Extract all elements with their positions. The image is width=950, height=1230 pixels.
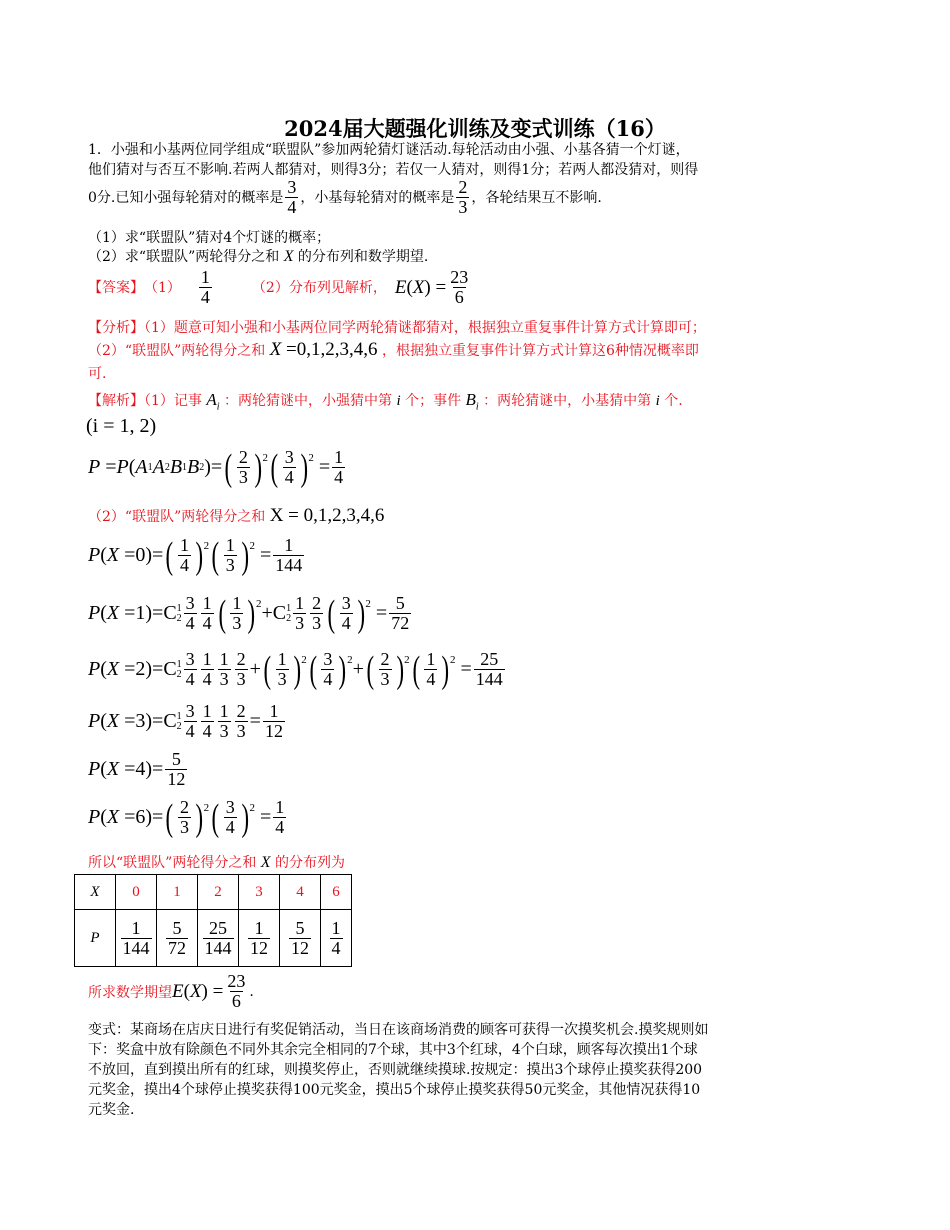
- distribution-table-wrap: [74, 874, 352, 967]
- table-p-4: $\frac{5}{12}$: [291, 917, 309, 958]
- analysis-tag: 【分析】: [88, 320, 144, 336]
- question-2a: （2）求“联盟队”两轮得分之和: [88, 249, 280, 265]
- variant-line-4: 元奖金，摸出4个球停止摸奖获得100元奖金，摸出5个球停止摸奖获得50元奖金，其他情况获得10: [88, 1082, 701, 1098]
- eq-p-x6: P ( X =6)= ( $\frac{2}{3}$ ) 2 ( $\frac{3}{4}$ ) 2 = $\frac{1}{4}$: [88, 796, 285, 839]
- table-x-6: 6: [321, 875, 352, 910]
- problem-line-1: 1．小强和小基两位同学组成“联盟队”参加两轮猜灯谜活动.每轮活动由小强、小基各猜一个灯谜，: [88, 142, 690, 158]
- expectation-text: 所求数学期望: [88, 984, 172, 1001]
- prob-fraction-3-4: $\frac{3}{4}$: [287, 177, 297, 217]
- solution-1e: 个.: [664, 393, 683, 409]
- eq-p-x0: P ( X =0)= ( $\frac{1}{4}$ ) 2 ( $\frac{1}{3}$ ) 2 = $\frac{1}{144}$: [88, 534, 303, 577]
- solution-part-2: [88, 506, 384, 527]
- variant-line-1: 变式：某商场在店庆日进行有奖促销活动，当日在该商场消费的顾客可获得一次摸奖机会.摸奖规则如: [88, 1022, 709, 1038]
- page-title: 2024届大题强化训练及变式训练（16）: [284, 116, 666, 141]
- table-x-4: 4: [280, 875, 321, 910]
- expectation-fraction: $\frac{23}{6}$: [227, 971, 246, 1011]
- analysis-line-2a: （2）“联盟队”两轮得分之和: [88, 343, 266, 359]
- answer-tag: 【答案】: [88, 279, 144, 296]
- solution-part-2-text: （2）“联盟队”两轮得分之和: [88, 509, 266, 525]
- table-x-label: X: [90, 883, 100, 900]
- problem-line-3b: ，小基每轮猜对的概率是: [300, 189, 455, 206]
- answer-line: 【答案】 （1） $\frac{1}{4}$ （2）分布列见解析， E(X) = $\frac{23}{6}$: [88, 267, 469, 307]
- answer-part-2: （2）分布列见解析，: [251, 279, 387, 296]
- table-p-3: $\frac{1}{12}$: [250, 917, 268, 958]
- solution-x-values: X = 0,1,2,3,4,6: [269, 505, 385, 526]
- dist-intro-a: 所以“联盟队”两轮得分之和: [88, 855, 257, 871]
- analysis-line-1: [88, 318, 706, 338]
- question-2: （2）求“联盟队”两轮得分之和 X 的分布列和数学期望.: [88, 248, 429, 265]
- answer-fraction: $\frac{1}{4}$: [200, 267, 210, 307]
- problem-line-3a: 0分.已知小强每轮猜对的概率是: [88, 189, 284, 206]
- table-p-0: $\frac{1}{144}$: [122, 917, 150, 958]
- distribution-table: [74, 874, 352, 967]
- table-x-0: 0: [116, 875, 157, 910]
- table-p-6: $\frac{1}{4}$: [331, 917, 341, 958]
- analysis-line-2b: ，根据独立重复事件计算方式计算这6种情况概率即: [381, 343, 699, 359]
- eq-p-x4: P ( X =4)= $\frac{5}{12}$: [88, 749, 186, 789]
- solution-line-1: 【解析】（1）记事 $A_i$ ：两轮猜谜中，小强猜中第 i 个；事件 $B_i$ ：两轮猜谜中，小基猜中第 i 个.: [88, 390, 683, 413]
- expectation-line: 所求数学期望 E(X) = $\frac{23}{6}$ .: [88, 971, 254, 1011]
- variant-line-2: 下：奖盒中放有除颜色不同外其余完全相同的7个球，其中3个红球，4个白球，顾客每次摸出1个球: [88, 1042, 698, 1058]
- table-p-label: P: [90, 929, 100, 946]
- solution-tag: 【解析】: [88, 393, 144, 409]
- eq-p-x2: P ( X =2)=C 1 2 $\frac{3}{4}$ $\frac{1}{4}$ $\frac{1}{3}$ $\frac{2}{3}$ + ( $\frac{1}{3}$ ) 2 ( $\frac{3}{4}$ ) 2 + ( $\frac{2}{3}$ ) 2 ( $\frac{1}{4}$ ) 2 = $\frac{25}{144}$: [88, 648, 503, 691]
- variant-line-5: 元奖金.: [88, 1102, 135, 1118]
- dist-intro: 所以“联盟队”两轮得分之和 X 的分布列为: [88, 854, 346, 871]
- prob-fraction-2-3: $\frac{2}{3}$: [458, 177, 468, 217]
- table-p-1: $\frac{5}{72}$: [168, 917, 186, 958]
- question-1: （1）求“联盟队”猜对4个灯谜的概率；: [88, 230, 331, 246]
- problem-line-3: [88, 178, 602, 217]
- answer-expectation-fraction: $\frac{23}{6}$: [450, 267, 469, 307]
- problem-line-2: 他们猜对与否互不影响.若两人都猜对，则得3分；若仅一人猜对，则得1分；若两人都没猜对，则得: [88, 162, 699, 178]
- analysis-line-1-text: （1）题意可知小强和小基两位同学两轮猜谜都猜对，根据独立重复事件计算方式计算即可；: [144, 320, 706, 336]
- i-range: (i = 1, 2): [86, 415, 157, 437]
- solution-1b: ：两轮猜谜中，小强猜中第: [224, 393, 392, 409]
- answer-part-1: （1）: [144, 279, 181, 296]
- table-p-2: $\frac{25}{144}$: [204, 917, 232, 958]
- table-x-2: 2: [198, 875, 239, 910]
- analysis-line-3: 可.: [88, 366, 107, 382]
- eq-p-x1: P ( X =1)=C 1 2 $\frac{3}{4}$ $\frac{1}{4}$ ( $\frac{1}{3}$ ) 2 +C 1 2 $\frac{1}{3}$ $\frac{2}{3}$ ( $\frac{3}{4}$ ) 2 = $\frac{5}{72}$: [88, 592, 410, 635]
- solution-1a: （1）记事: [144, 393, 202, 409]
- eq-p-all-correct: P = P ( A 1 A 2 B 1 B 2 )= ( $\frac{2}{3}$ ) 2 ( $\frac{3}{4}$ ) 2 = $\frac{1}{4}$: [88, 446, 344, 489]
- solution-1c: 个；事件: [405, 393, 462, 409]
- analysis-line-2: （2）“联盟队”两轮得分之和 X =0,1,2,3,4,6 ，根据独立重复事件计算方式计算这6种情况概率即: [88, 339, 699, 360]
- problem-line-3c: ，各轮结果互不影响.: [471, 189, 602, 206]
- table-x-1: 1: [157, 875, 198, 910]
- variant-line-3: 不放回，直到摸出所有的红球，则摸奖停止，否则就继续摸球.按规定：摸出3个球停止摸奖获得200: [88, 1062, 703, 1078]
- eq-p-x3: P ( X =3)=C 1 2 $\frac{3}{4}$ $\frac{1}{4}$ $\frac{1}{3}$ $\frac{2}{3}$ = $\frac{1}{12}$: [88, 701, 283, 741]
- question-2b: 的分布列和数学期望.: [297, 249, 429, 265]
- dist-intro-b: 的分布列为: [275, 855, 346, 871]
- table-x-3: 3: [239, 875, 280, 910]
- solution-1d: ：两轮猜谜中，小基猜中第: [483, 393, 652, 409]
